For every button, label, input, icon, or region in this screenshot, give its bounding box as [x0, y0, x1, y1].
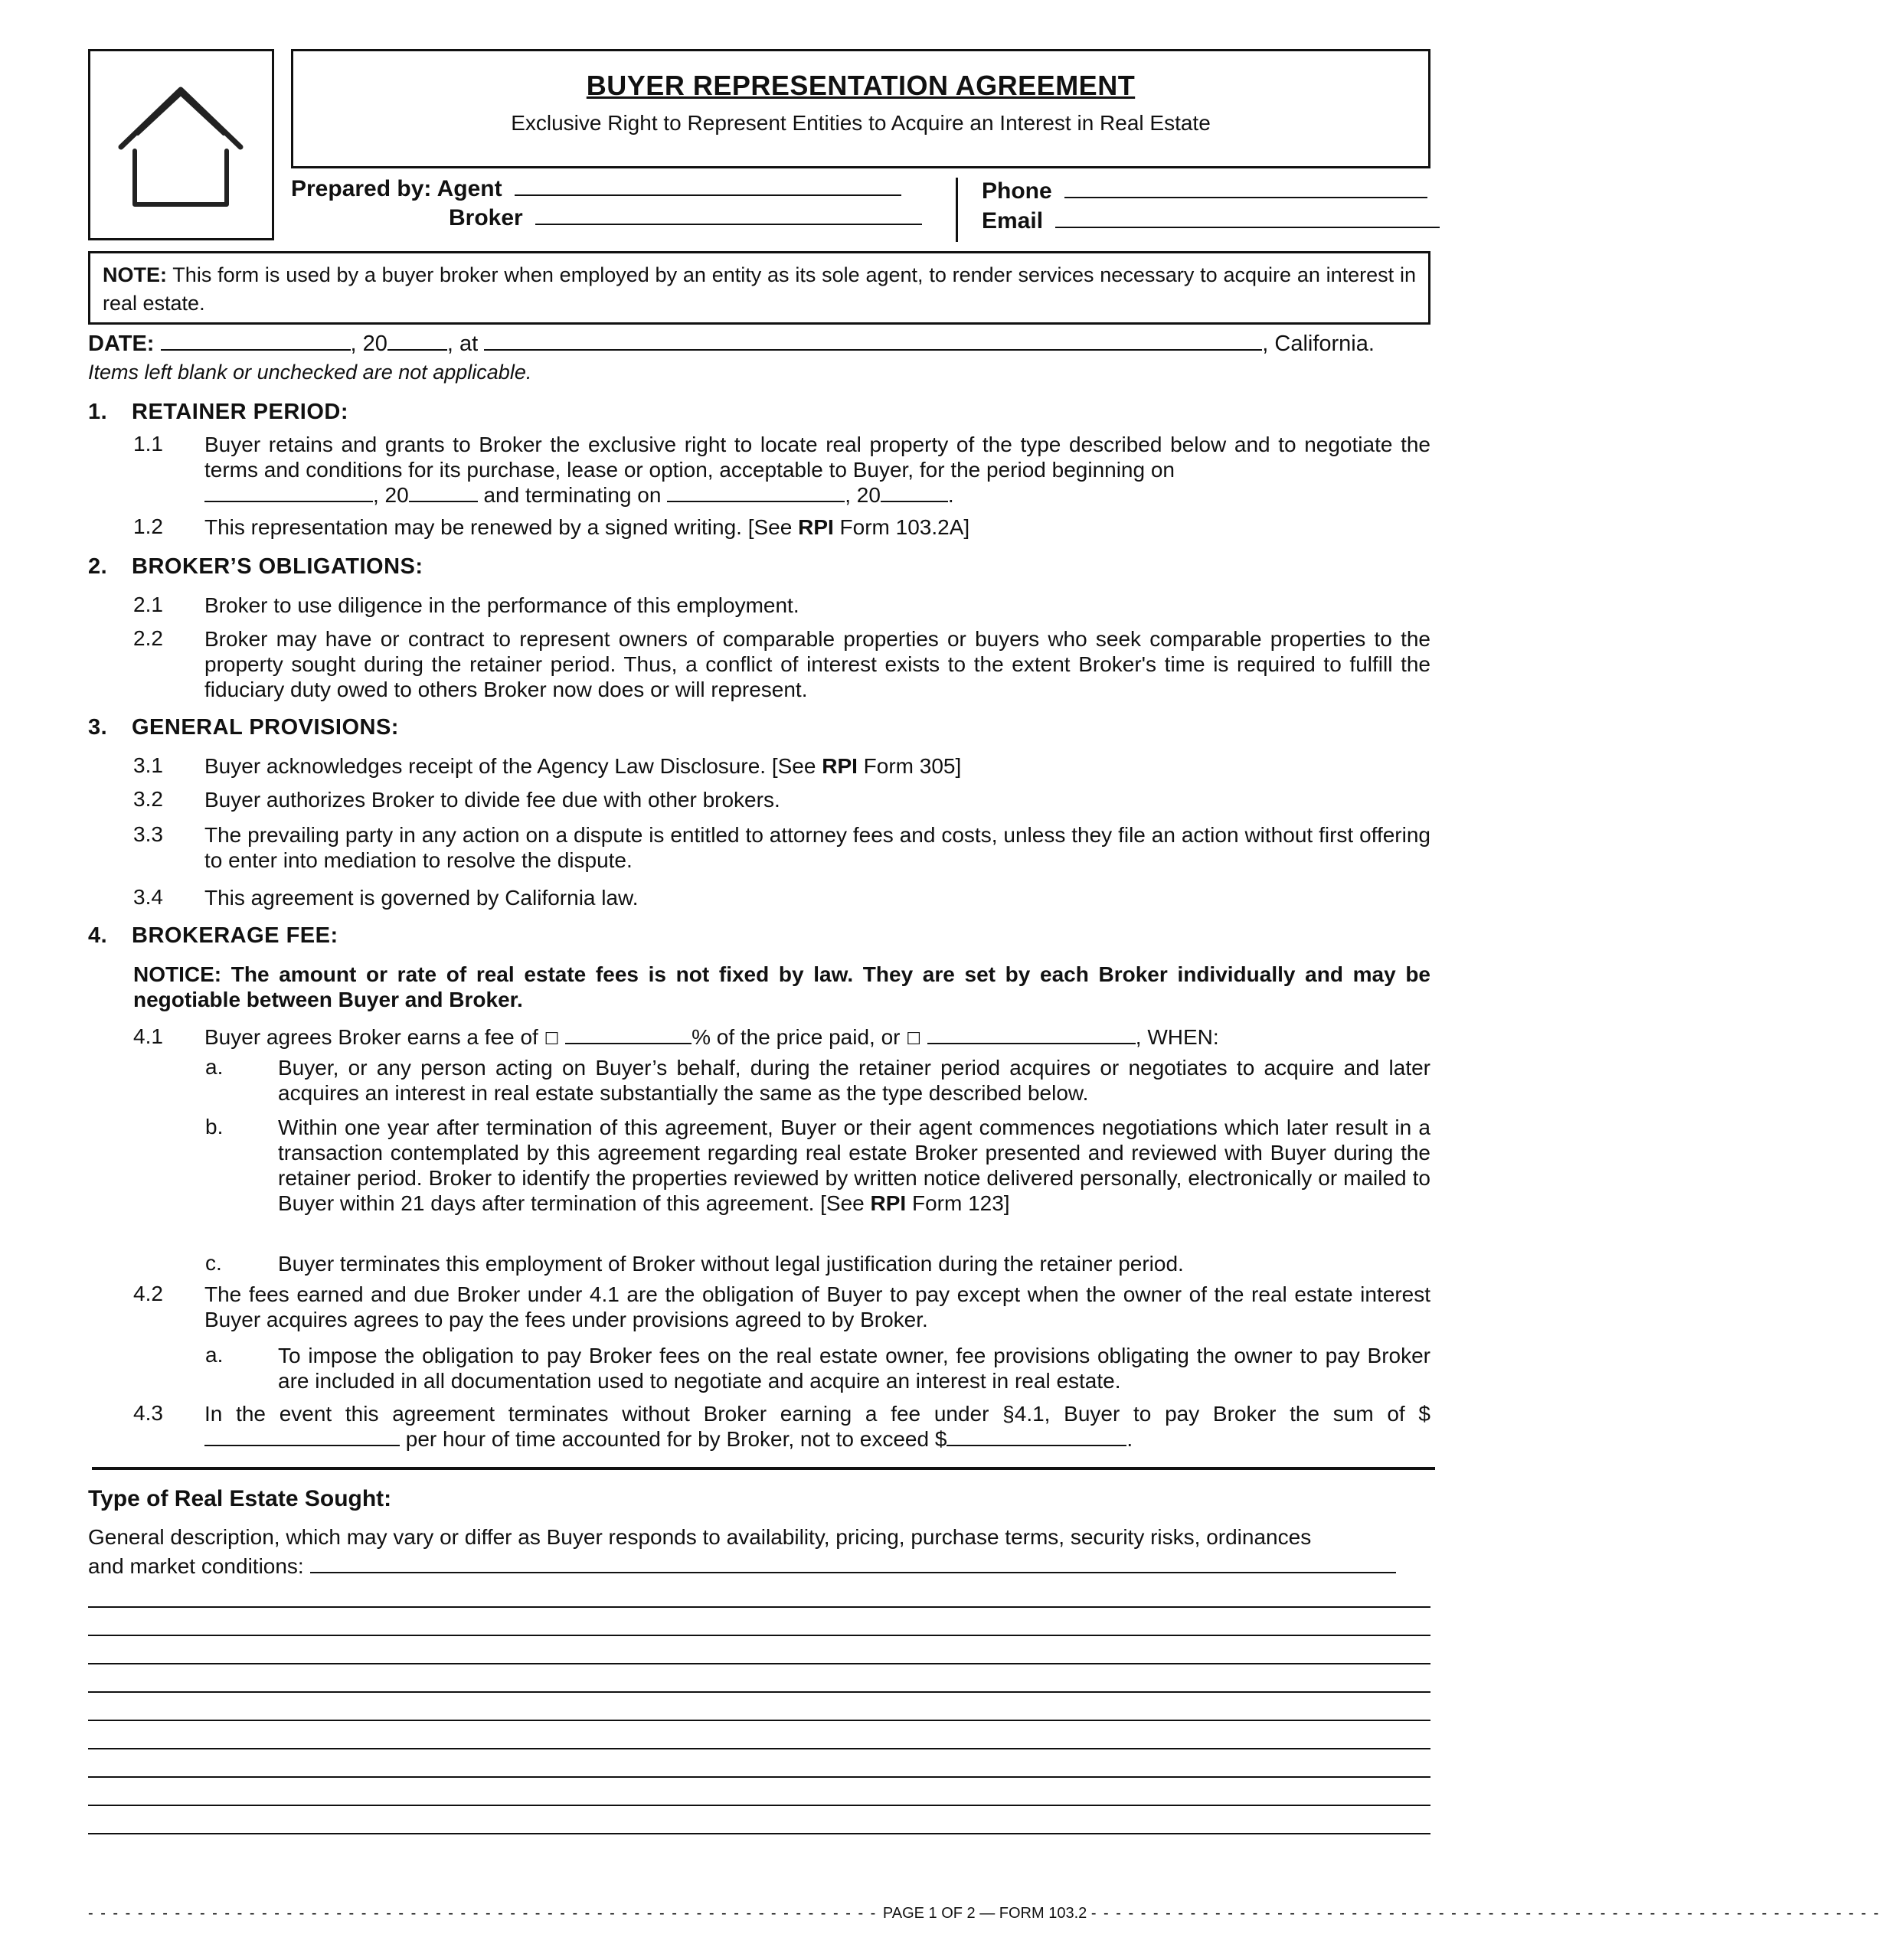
item-1-1-text-b: , 20 — [373, 483, 409, 507]
page-footer — [88, 1905, 1880, 1922]
item-1-1-text-a: Buyer retains and grants to Broker the exclusive right to locate real property of the type described below and to negotiate the terms and conditions for its purchase, lease or option, acceptable to Buyer, for the period beginning on — [204, 433, 1430, 482]
fee-amount-field[interactable] — [927, 1043, 1136, 1044]
year-field[interactable] — [387, 349, 447, 351]
item-4-3-text — [204, 1401, 1430, 1452]
prepared-by-broker-row — [449, 205, 924, 231]
description-line[interactable] — [88, 1833, 1430, 1834]
form-title: BUYER REPRESENTATION AGREEMENT — [586, 70, 1136, 101]
item-1-2-num: 1.2 — [133, 514, 163, 538]
item-4-2-a-text: To impose the obligation to pay Broker fees on the real estate owner, fee provisions obligating the owner to pay Broker are included in all documentation used to negotiate and acquire an interest in real estate. — [278, 1344, 1430, 1393]
state-label: , California. — [1262, 332, 1375, 356]
prepared-by-agent-row — [291, 176, 919, 202]
email-row — [982, 208, 1441, 234]
item-4-1-c-label: c. — [205, 1251, 222, 1275]
item-1-2-text-a: This representation may be renewed by a signed writing. [See — [204, 515, 799, 539]
description-line[interactable] — [88, 1805, 1430, 1806]
item-3-3-num: 3.3 — [133, 822, 163, 846]
sought-desc-text: and market conditions: — [88, 1554, 304, 1578]
item-3-1-text — [204, 753, 961, 779]
item-1-1-text-e: . — [947, 483, 954, 507]
note-text: This form is used by a buyer broker when employed by an entity as its sole agent, to render services necessary to acquire an interest in real estate. — [103, 263, 1416, 315]
section-divider — [92, 1467, 1435, 1470]
amount-checkbox[interactable]: ☐ — [906, 1029, 921, 1048]
description-line[interactable] — [88, 1776, 1430, 1778]
item-4-1-c-text: Buyer terminates this employment of Broker without legal justification during the retainer period. — [278, 1252, 1184, 1276]
description-line[interactable] — [88, 1720, 1430, 1721]
item-4-1-num: 4.1 — [133, 1024, 163, 1048]
item-4-1-b-text-b: Form 123] — [906, 1191, 1010, 1215]
date-row — [88, 332, 1430, 357]
section-4-title: BROKERAGE FEE: — [132, 923, 338, 948]
description-line[interactable] — [88, 1635, 1430, 1636]
item-1-1-num: 1.1 — [133, 432, 163, 456]
begin-date-field[interactable] — [204, 501, 373, 502]
item-3-1-text-b: Form 305] — [857, 754, 962, 778]
item-4-1-text — [204, 1024, 1430, 1051]
item-4-2-a-label: a. — [205, 1343, 224, 1367]
item-2-2-text: Broker may have or contract to represent owners of comparable properties or buyers who seek comparable properties to the property sought during the retainer period. Thus, a conflict of interest exists to the extent Broker's time is required to fulfill the fiduciary duty owed to others Broker now does or will represent. — [204, 627, 1430, 701]
item-4-1-b-text-a: Within one year after termination of this agreement, Buyer or their agent commences negotiations which later result in a transaction contemplated by this agreement regarding real estate Broker presented and reviewed with Buyer during the retainer period. Broker to identify the properties reviewed by written notice delivered personally, electronically or mailed to Buyer within 21 days after termination of this agreement. [See — [278, 1116, 1430, 1215]
item-3-2-num: 3.2 — [133, 787, 163, 811]
item-4-1-text-c: , WHEN: — [1135, 1025, 1219, 1049]
item-2-1-text: Broker to use diligence in the performance of this employment. — [204, 593, 799, 617]
item-4-3-text-b: per hour of time accounted for by Broker, not to exceed $ — [400, 1427, 947, 1451]
item-3-3-text: The prevailing party in any action on a dispute is entitled to attorney fees and costs, unless they file an action without first offering to enter into mediation to resolve the dispute. — [204, 823, 1430, 872]
phone-field[interactable] — [1064, 197, 1427, 198]
item-4-1-text-b: % of the price paid, or — [692, 1025, 907, 1049]
end-date-field[interactable] — [667, 501, 845, 502]
item-4-1-b-text — [278, 1115, 1430, 1216]
max-amount-field[interactable] — [947, 1445, 1126, 1446]
description-line[interactable] — [88, 1748, 1430, 1749]
begin-year-field[interactable] — [409, 501, 478, 502]
description-line[interactable] — [88, 1606, 1430, 1608]
broker-name-field[interactable] — [535, 224, 922, 225]
note-label: NOTE: — [103, 263, 167, 286]
fee-notice: NOTICE: The amount or rate of real estate fees is not fixed by law. They are set by each Broker individually and may be negotiable between Buyer and Broker. — [133, 962, 1430, 1011]
footer-dashes-right: - - - - - - - - - - - - - - - - - - - - - - - - - - - - - - - - - - - - - - - - - - - - - - - - - - - - - - - - - - - - - - - - — [1090, 1905, 1880, 1922]
percent-checkbox[interactable]: ☐ — [544, 1029, 560, 1048]
item-4-1-a-label: a. — [205, 1055, 224, 1079]
hourly-rate-field[interactable] — [204, 1445, 400, 1446]
header-divider — [956, 178, 958, 242]
footer-text: PAGE 1 OF 2 — FORM 103.2 — [882, 1905, 1087, 1922]
item-4-2-text: The fees earned and due Broker under 4.1 are the obligation of Buyer to pay except when the owner of the real estate interest Buyer acquires agrees to pay the fees under provisions agreed to by Broker. — [204, 1282, 1430, 1331]
section-1-num: 1. — [88, 400, 108, 424]
description-line[interactable] — [88, 1691, 1430, 1693]
item-1-1-text-c: and terminating on — [477, 483, 668, 507]
form-subtitle: Exclusive Right to Represent Entities to Acquire an Interest in Real Estate — [511, 111, 1211, 135]
section-2-num: 2. — [88, 554, 108, 579]
date-field[interactable] — [161, 349, 351, 351]
items-note: Items left blank or unchecked are not applicable. — [88, 361, 532, 384]
sought-desc-line-2 — [88, 1553, 1430, 1579]
fee-percent-field[interactable] — [565, 1043, 692, 1044]
note-box — [88, 251, 1430, 325]
prepared-by-agent-label: Prepared by: Agent — [291, 176, 502, 201]
item-4-2-num: 4.2 — [133, 1282, 163, 1305]
location-field[interactable] — [484, 349, 1262, 351]
item-3-1-num: 3.1 — [133, 753, 163, 777]
phone-row — [982, 178, 1441, 204]
rpi-label: RPI — [870, 1191, 907, 1215]
footer-dashes-left: - - - - - - - - - - - - - - - - - - - - - - - - - - - - - - - - - - - - - - - - - - - - - - - - - - - - - - - - - - - - - - - - — [88, 1905, 883, 1922]
item-4-3-num: 4.3 — [133, 1401, 163, 1425]
item-3-4-num: 3.4 — [133, 885, 163, 909]
agent-name-field[interactable] — [515, 194, 901, 196]
end-year-field[interactable] — [881, 501, 948, 502]
sought-desc-line-1: General description, which may vary or differ as Buyer responds to availability, pricing, purchase terms, security risks, ordinances — [88, 1525, 1312, 1549]
item-4-3-text-a: In the event this agreement terminates without Broker earning a fee under §4.1, Buyer to pay Broker the sum of $ — [204, 1402, 1430, 1426]
section-1-title: RETAINER PERIOD: — [132, 400, 348, 424]
item-4-1-text-a: Buyer agrees Broker earns a fee of — [204, 1025, 544, 1049]
item-1-2-text-b: Form 103.2A] — [833, 515, 970, 539]
at-label: , at — [446, 332, 479, 356]
item-3-4-text: This agreement is governed by California law. — [204, 886, 639, 910]
item-1-1-text-d: , 20 — [845, 483, 881, 507]
section-3-num: 3. — [88, 715, 108, 740]
sought-title: Type of Real Estate Sought: — [88, 1486, 392, 1511]
item-4-3-text-c: . — [1126, 1427, 1133, 1451]
item-4-1-b-label: b. — [205, 1115, 224, 1138]
description-field[interactable] — [310, 1572, 1396, 1573]
item-4-1-a-text: Buyer, or any person acting on Buyer’s behalf, during the retainer period acquires or negotiates to acquire and later acquires an interest in real estate substantially the same as the type described below. — [278, 1056, 1430, 1105]
section-3-title: GENERAL PROVISIONS: — [132, 715, 399, 740]
logo-box — [88, 49, 274, 240]
item-1-1-text — [204, 432, 1430, 508]
broker-label: Broker — [449, 205, 523, 230]
email-label: Email — [982, 208, 1044, 234]
item-3-2-text: Buyer authorizes Broker to divide fee due with other brokers. — [204, 788, 780, 812]
email-field[interactable] — [1055, 227, 1440, 228]
house-icon — [90, 51, 272, 238]
item-3-1-text-a: Buyer acknowledges receipt of the Agency Law Disclosure. [See — [204, 754, 822, 778]
item-2-2-num: 2.2 — [133, 626, 163, 650]
title-box — [291, 49, 1430, 168]
date-label: DATE: — [88, 332, 155, 356]
item-1-2-text — [204, 514, 969, 540]
rpi-label: RPI — [798, 515, 834, 539]
phone-label: Phone — [982, 178, 1052, 204]
section-4-num: 4. — [88, 923, 108, 948]
item-2-1-num: 2.1 — [133, 593, 163, 616]
section-2-title: BROKER’S OBLIGATIONS: — [132, 554, 423, 579]
year-prefix: , 20 — [350, 332, 387, 356]
description-line[interactable] — [88, 1663, 1430, 1664]
rpi-label: RPI — [822, 754, 858, 778]
